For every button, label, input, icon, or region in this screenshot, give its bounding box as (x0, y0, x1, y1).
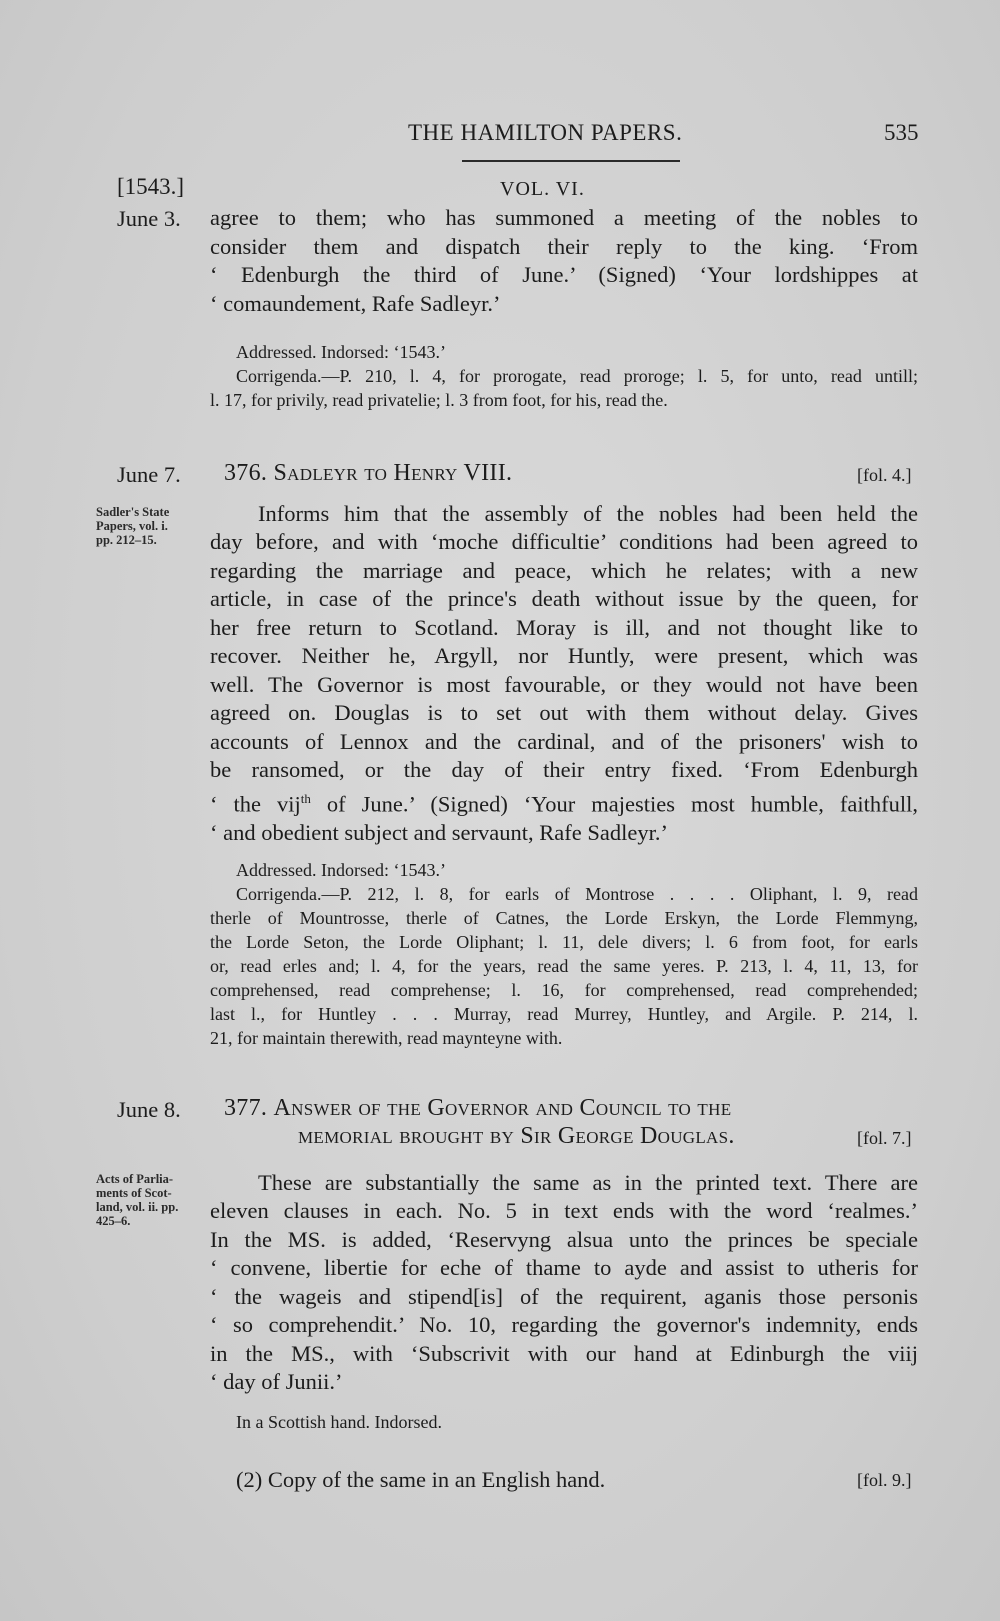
text-line: recover. Neither he, Argyll, nor Huntly, were present, which was (210, 643, 918, 668)
corrigenda-line: last l., for Huntley . . . Murray, read Murrey, Huntley, and Argile. P. 214, l. (210, 1004, 918, 1024)
text-line: article, in case of the prince's death without issue by the queen, for (210, 586, 918, 611)
corrigenda-block (236, 364, 918, 388)
entry-heading (224, 460, 512, 487)
hand-note: In a Scottish hand. Indorsed. (236, 1412, 442, 1432)
entry-title: Sadleyr to Henry VIII. (273, 460, 513, 486)
entry-title: memorial brought by Sir George Douglas. (298, 1123, 735, 1149)
text-line: Informs him that the assembly of the nobles had been held the (258, 501, 918, 526)
entry-title: Answer of the Governor and Council to the (273, 1095, 732, 1121)
entry-number: 377. (224, 1095, 268, 1121)
entry-number: 376. (224, 460, 268, 486)
text-line: be ransomed, or the day of their entry fixed. ‘From Edenburgh (210, 757, 918, 782)
corrigenda-line: the Lorde Seton, the Lorde Oliphant; l. 11, dele divers; l. 6 from foot, for earls (210, 932, 918, 952)
text-line: agreed on. Douglas is to set out with them without delay. Gives (210, 700, 918, 725)
text-line: agree to them; who has summoned a meeting of the nobles to (210, 205, 918, 230)
text-line: her free return to Scotland. Moray is ill, and not thought like to (210, 614, 918, 640)
entry-body (210, 1197, 918, 1397)
folio-reference: [fol. 7.] (857, 1128, 912, 1148)
corrigenda-block (236, 882, 918, 906)
folio-reference: [fol. 9.] (857, 1470, 912, 1490)
corrigenda-line: comprehensed, read comprehense; l. 16, for comprehensed, read comprehended; (210, 980, 918, 1000)
text-line: eleven clauses in each. No. 5 in text ends with the word ‘realmes.’ (210, 1198, 918, 1223)
header-rule (462, 160, 680, 162)
entry-heading-cont (298, 1123, 735, 1150)
corrigenda-line: Corrigenda.—P. 210, l. 4, for prorogate, read proroge; l. 5, for unto, read untill; (236, 366, 918, 386)
text-line: ‘ comaundement, Rafe Sadleyr.’ (210, 290, 501, 316)
page-number: 535 (884, 120, 919, 145)
entry-body (258, 1169, 918, 1198)
text-line: ‘ the vij$^{th}$ of June.’ (Signed) ‘Your majesties most humble, faithfull, (210, 790, 919, 816)
text-line: in the MS., with ‘Subscrivit with our hand at Edinburgh the viij (210, 1340, 918, 1366)
addressed-note: Addressed. Indorsed: ‘1543.’ (236, 860, 446, 880)
corrigenda-line: l. 17, for privily, read privatelie; l. 3 from foot, for his, read the. (210, 390, 668, 410)
corrigenda-line: therle of Mountrosse, therle of Catnes, the Lorde Erskyn, the Lorde Flemmyng, (210, 908, 918, 928)
corrigenda-line: or, read erles and; l. 4, for the years, read the same yeres. P. 213, l. 4, 11, 13, for (210, 956, 918, 976)
folio-reference: [fol. 4.] (857, 465, 912, 485)
text-line: ‘ convene, libertie for eche of thame to ayde and assist to utheris for (210, 1255, 918, 1280)
volume-label: VOL. VI. (500, 178, 585, 200)
entry-heading (224, 1095, 918, 1122)
entry-date: June 8. (117, 1097, 181, 1122)
running-title: THE HAMILTON PAPERS. (408, 120, 683, 145)
text-line: These are substantially the same as in the printed text. There are (258, 1170, 918, 1195)
margin-note: Acts of Parlia- ments of Scot- land, vol. ii. pp. 425–6. (96, 1172, 179, 1228)
entry-date: June 7. (117, 462, 181, 487)
text-line: ‘ so comprehendit.’ No. 10, regarding the governor's indemnity, ends (210, 1312, 918, 1337)
text-line: accounts of Lennox and the cardinal, and of the prisoners' wish to (210, 728, 918, 754)
corrigenda-block (210, 906, 918, 1050)
corrigenda-line: Corrigenda.—P. 212, l. 8, for earls of Montrose . . . . Oliphant, l. 9, read (236, 884, 918, 904)
entry-date: June 3. (117, 206, 181, 231)
text-line: regarding the marriage and peace, which he relates; with a new (210, 557, 918, 583)
text-line: consider them and dispatch their reply to the king. ‘From (210, 233, 918, 259)
text-line: ‘ and obedient subject and servaunt, Rafe Sadleyr.’ (210, 819, 668, 845)
text-line: ‘ the wageis and stipend[is] of the requirent, aganis those personis (210, 1283, 918, 1309)
text-line: well. The Governor is most favourable, or they would not have been (210, 671, 918, 697)
text-line: ‘ day of Junii.’ (210, 1369, 343, 1394)
addressed-note: Addressed. Indorsed: ‘1543.’ (236, 342, 446, 362)
year-marker: [1543.] (117, 174, 185, 199)
copy-note: (2) Copy of the same in an English hand. (236, 1467, 606, 1492)
corrigenda-line: 21, for maintain therewith, read maynteyne with. (210, 1028, 563, 1048)
corrigenda-block (210, 388, 918, 412)
text-line: In the MS. is added, ‘Reservyng alsua unto the princes be speciale (210, 1226, 918, 1252)
entry-body (210, 204, 918, 318)
text-line: day before, and with ‘moche difficultie’ conditions had been agreed to (210, 529, 918, 554)
margin-note: Sadler's State Papers, vol. i. pp. 212–15. (96, 505, 170, 547)
text-line: ‘ Edenburgh the third of June.’ (Signed) ‘Your lordshippes at (210, 262, 918, 287)
entry-body (210, 528, 918, 847)
entry-body (258, 500, 918, 529)
